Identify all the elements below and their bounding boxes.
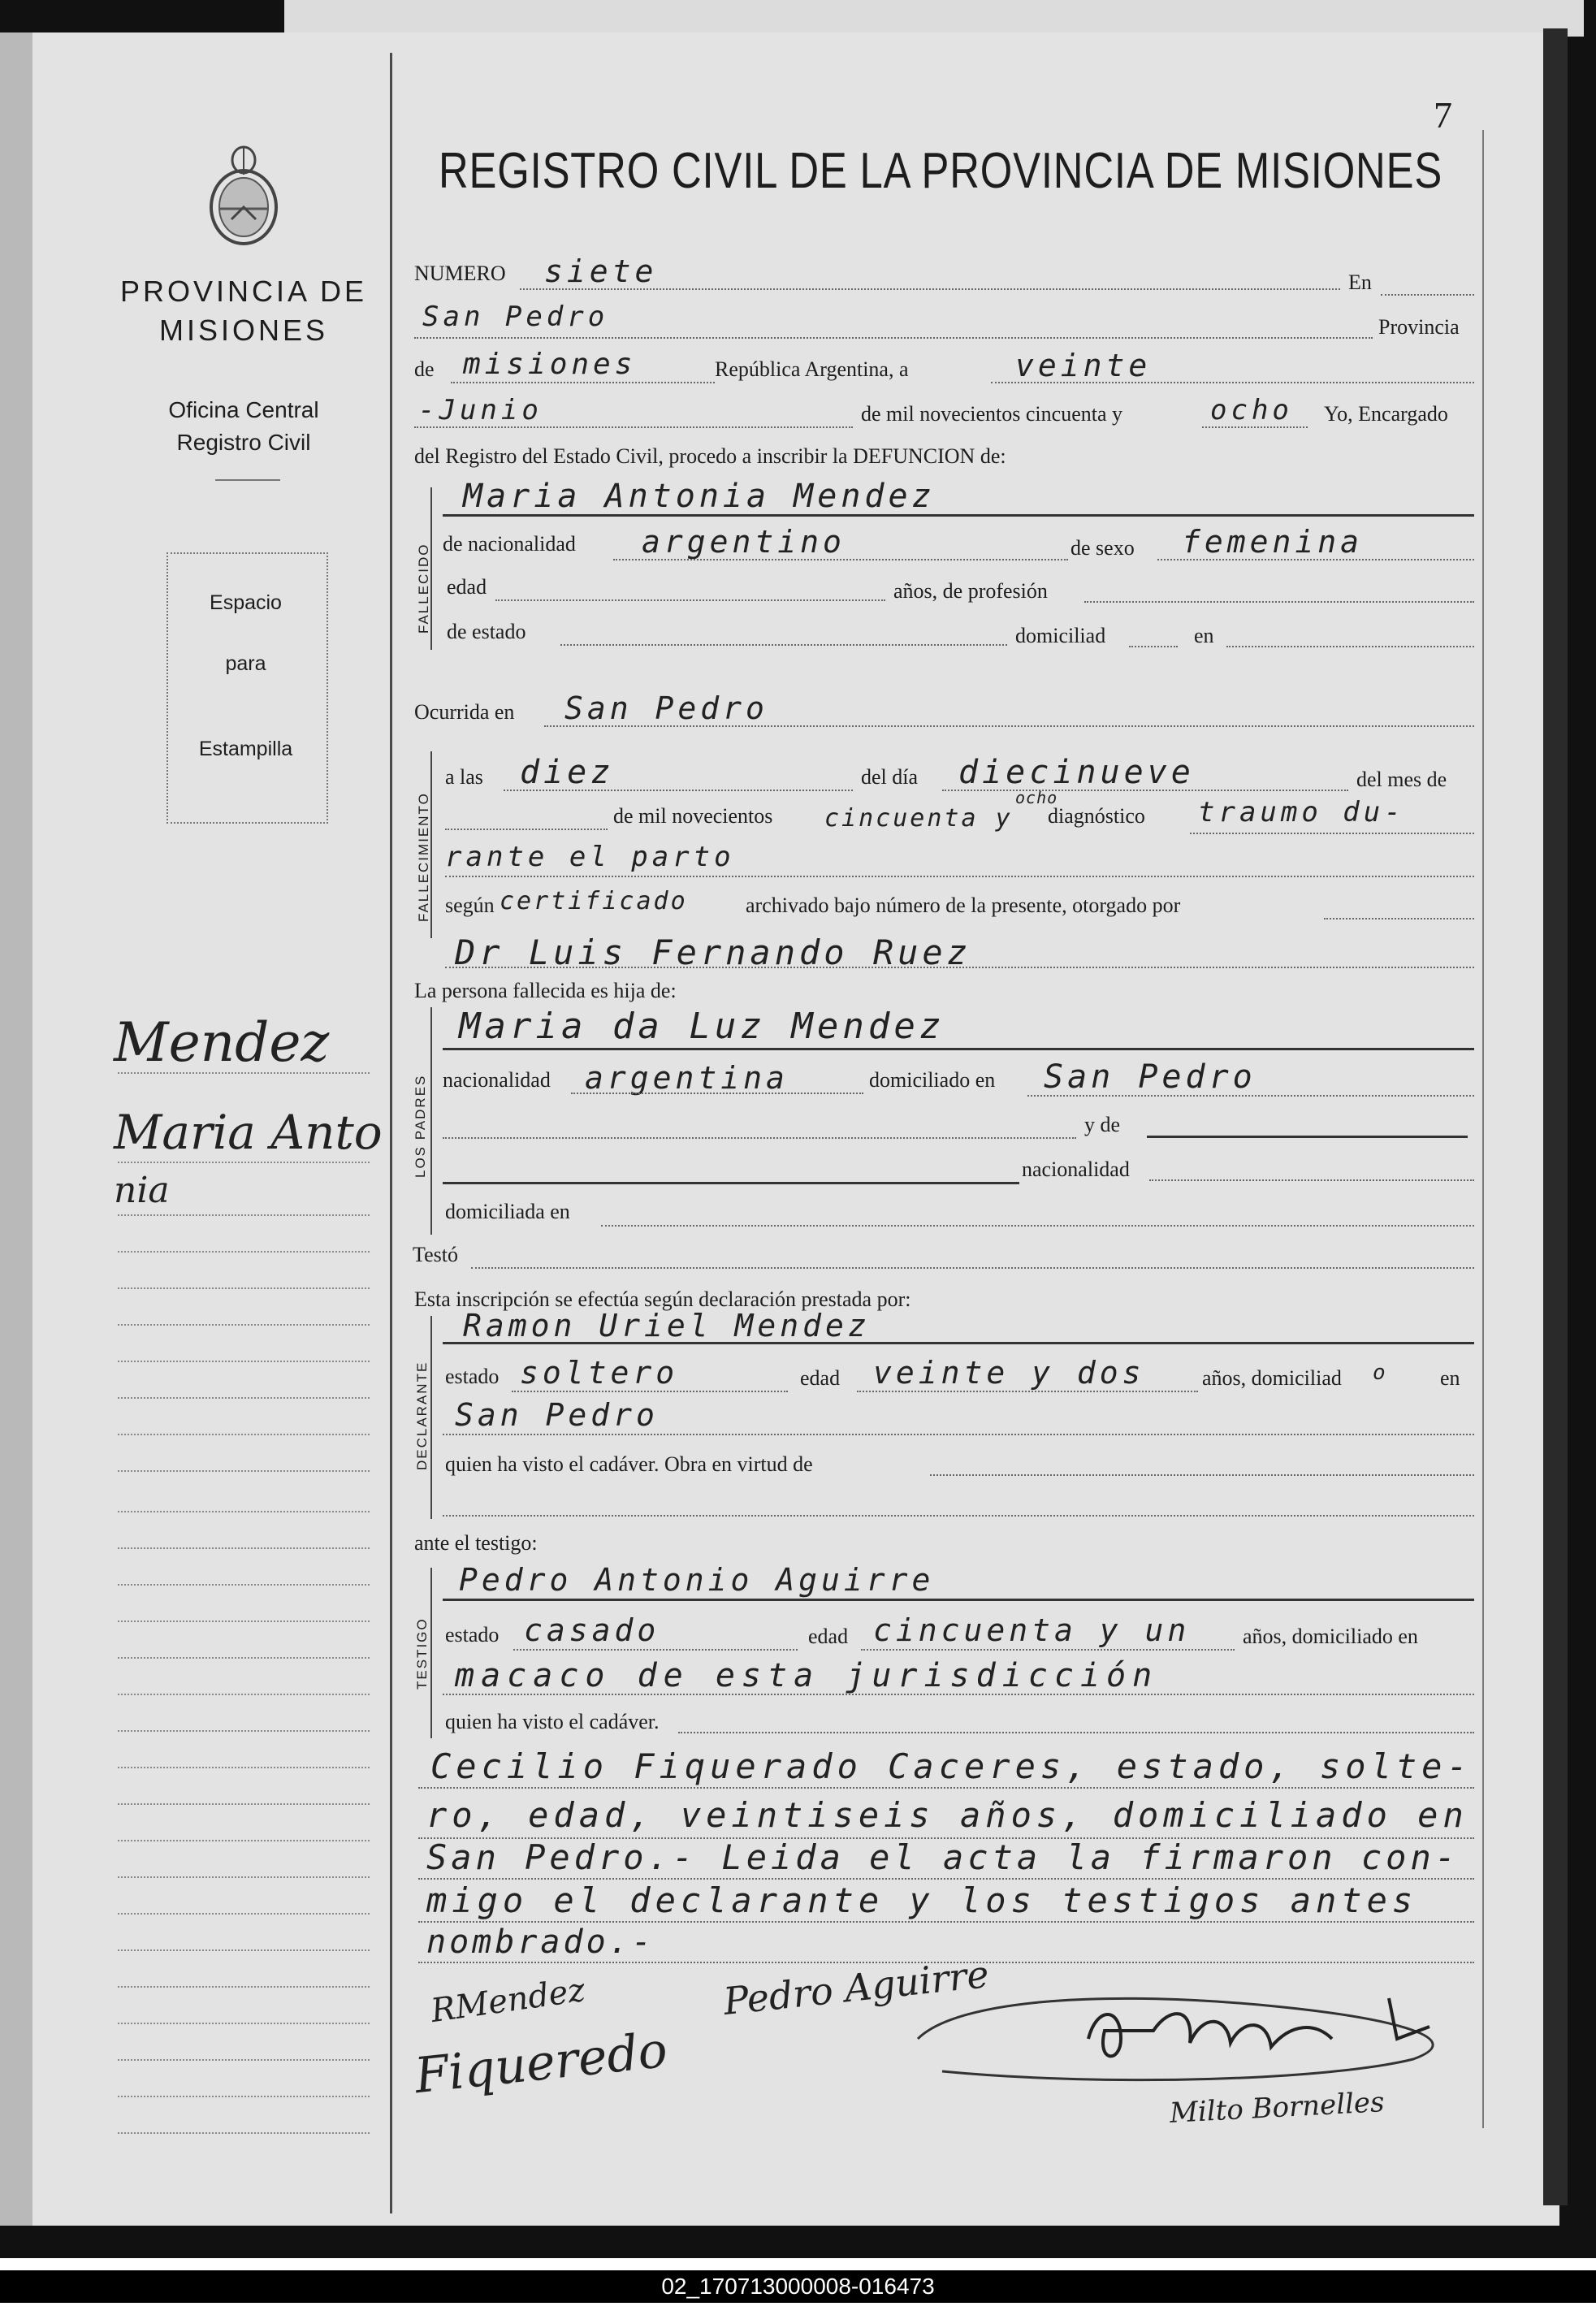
fallecido-en-label: en [1194, 624, 1214, 647]
ruled-line [118, 1913, 370, 1915]
domiciliada-label: domiciliada en [445, 1200, 570, 1223]
anio-value: cincuenta y [824, 804, 1013, 833]
province-heading [102, 272, 386, 350]
ruled-line [118, 1620, 370, 1622]
note-line-5: nombrado.- [426, 1923, 655, 1961]
alas-label: a las [445, 765, 483, 789]
edad-line [495, 599, 885, 601]
name-line [443, 514, 1474, 517]
ruled-line [118, 2096, 370, 2097]
nacionalidad-label: de nacionalidad [443, 532, 576, 556]
ruled-line [118, 1511, 370, 1512]
fallecido-en-line [1226, 646, 1474, 647]
segun-label: según [445, 894, 495, 917]
ocurrida-value: San Pedro [564, 690, 768, 726]
anio-value-superscript: ocho [1015, 788, 1058, 807]
padres-intro: La persona fallecida es hija de: [414, 979, 677, 1002]
stamp-label-3: Estampilla [198, 738, 293, 760]
numero-value: siete [544, 253, 658, 289]
signature-2: Pedro Aguirre [721, 1952, 992, 2023]
margin-given-name: Maria Anto [114, 1105, 383, 1160]
ruled-line [118, 1162, 370, 1163]
book-gutter [0, 32, 32, 2226]
coat-of-arms-icon [203, 142, 284, 248]
office-line-2: Registro Civil [176, 430, 311, 455]
padres-nacionalidad-value: argentina [585, 1060, 789, 1096]
divider [215, 479, 280, 481]
domiciliada-line [601, 1225, 1474, 1227]
yde-label: y de [1084, 1113, 1121, 1136]
declarante-estado-line [512, 1391, 788, 1392]
padres-domiciliado-label: domiciliado en [869, 1068, 996, 1092]
testigo-name-line [443, 1599, 1474, 1601]
section-bracket [430, 1568, 432, 1738]
fallecido-section-label: FALLECIDO [416, 543, 431, 634]
padres-domiciliado-line [1027, 1095, 1474, 1097]
padres-domiciliado-value: San Pedro [1044, 1058, 1256, 1096]
section-bracket [430, 1316, 432, 1519]
archivado-line [1324, 918, 1474, 920]
padres-nacionalidad2-line [1149, 1179, 1474, 1181]
office-heading [122, 394, 365, 459]
anio-label: de mil novecientos cincuenta y [861, 402, 1123, 426]
ruled-line [118, 2059, 370, 2061]
mes-line [445, 829, 608, 830]
ruled-line [118, 1214, 370, 1216]
anio-label: de mil novecientos [613, 804, 773, 828]
testigo-edad-line [861, 1649, 1235, 1651]
testigo-visto-label: quien ha visto el cadáver. [445, 1710, 660, 1733]
ruled-line [118, 1767, 370, 1768]
numero-line [520, 288, 1340, 290]
madre-value: Maria da Luz Mendez [459, 1006, 945, 1047]
provincia-line [451, 382, 715, 383]
ruled-line [118, 1949, 370, 1951]
ocurrida-line [544, 725, 1474, 727]
padre-line [443, 1182, 1019, 1184]
testigo-visto-line [678, 1732, 1474, 1733]
dia-line [942, 790, 1348, 791]
ruled-line [118, 1986, 370, 1988]
place-line [414, 337, 1373, 339]
right-margin-rule [1482, 130, 1484, 2128]
dia-value: veinte [1015, 348, 1152, 383]
declarante-en-label: en [1440, 1366, 1460, 1390]
edad-label: edad [447, 575, 487, 599]
section-bracket [430, 1007, 432, 1235]
note-line-4: migo el declarante y los testigos antes [426, 1880, 1418, 1920]
place-value: San Pedro [422, 301, 609, 333]
sexo-value: femenina [1182, 524, 1364, 560]
intro-text: del Registro del Estado Civil, procedo a inscribir la DEFUNCION de: [414, 444, 1006, 468]
declarante-section-label: DECLARANTE [414, 1361, 430, 1470]
fallecimiento-section-label: FALLECIMIENTO [416, 792, 431, 922]
ruled-line [118, 1584, 370, 1586]
testigo-estado-label: estado [445, 1623, 500, 1646]
stamp-label-2: para [225, 652, 266, 675]
provincia-value: misiones [463, 348, 637, 381]
diagnostico-label: diagnóstico [1048, 804, 1145, 828]
de-label: de [414, 357, 435, 381]
deceased-name: Maria Antonia Mendez [463, 478, 936, 515]
ruled-line [118, 1547, 370, 1549]
ruled-line [118, 1840, 370, 1841]
ruled-line [118, 1397, 370, 1399]
declarante-anios-value: o [1373, 1361, 1390, 1385]
note-rule [418, 1787, 1474, 1789]
note-rule [418, 1921, 1474, 1923]
dia-value: diecinueve [958, 754, 1195, 791]
declarante-domicilio-value: San Pedro [455, 1397, 659, 1433]
declarante-name-line [443, 1342, 1474, 1344]
anio-value: ocho [1210, 394, 1293, 426]
hora-value: diez [520, 754, 615, 791]
scan-background-top [284, 0, 1584, 37]
sexo-line [1157, 559, 1474, 560]
signature-3: Fiqueredo [412, 2021, 670, 2105]
profesion-label: años, de profesión [893, 579, 1048, 603]
signature-1: RMendez [428, 1971, 588, 2031]
estado-line [560, 644, 1007, 646]
testigo-edad-label: edad [808, 1625, 849, 1648]
ruled-line [118, 2132, 370, 2134]
ruled-line [118, 1470, 370, 1472]
book-edge [1543, 28, 1568, 2205]
segun-value: certificado [500, 887, 688, 915]
declarante-anios-label: años, domiciliad [1202, 1366, 1342, 1390]
sexo-label: de sexo [1070, 536, 1135, 560]
testigo-domicilio-value: macaco de esta jurisdicción [455, 1657, 1159, 1694]
yde-blank-line [443, 1137, 1076, 1139]
ocurrida-label: Ocurrida en [414, 700, 515, 724]
republica-label: República Argentina, a [715, 357, 909, 381]
stamp-label-1: Espacio [210, 591, 282, 614]
ruled-line [118, 1251, 370, 1253]
madre-line [443, 1048, 1474, 1050]
padres-nacionalidad-label: nacionalidad [443, 1068, 551, 1092]
declaracion-intro: Esta inscripción se efectúa según declaración prestada por: [414, 1287, 911, 1311]
diagnostico-cont: rante el parto [445, 841, 735, 873]
footer-id: 02_170713000008-016473 [0, 2270, 1596, 2303]
provincia-label: Provincia [1378, 315, 1460, 339]
margin-surname: Mendez [114, 1011, 330, 1074]
en-line [1381, 294, 1474, 296]
declarante-edad-line [857, 1391, 1198, 1392]
testigo-name: Pedro Antonio Aguirre [459, 1562, 935, 1598]
mes-label: del mes de [1356, 768, 1447, 791]
testigo-intro: ante el testigo: [414, 1531, 538, 1555]
ruled-line [118, 1803, 370, 1805]
registrar-signature-icon [910, 1982, 1478, 2112]
ruled-line [118, 1876, 370, 1878]
testigo-estado-value: casado [524, 1612, 660, 1648]
ruled-line [118, 1730, 370, 1732]
del-dia-label: del día [861, 765, 919, 789]
hora-line [504, 790, 853, 791]
numero-label: NUMERO [414, 262, 506, 285]
ruled-line [118, 1072, 370, 1074]
testigo-section-label: TESTIGO [414, 1617, 430, 1690]
document-title: REGISTRO CIVIL DE LA PROVINCIA DE MISIONES [439, 143, 1443, 199]
declarante-estado-value: soltero [520, 1355, 679, 1391]
domiciliado-label: domiciliad [1015, 624, 1106, 647]
ruled-line [118, 1694, 370, 1695]
ruled-line [118, 1434, 370, 1435]
testo-line [471, 1267, 1474, 1269]
domiciliado-line [1129, 646, 1178, 647]
province-line-2: MISIONES [158, 314, 329, 347]
yo-label: Yo, Encargado [1324, 402, 1448, 426]
padres-nacionalidad2-label: nacionalidad [1022, 1158, 1130, 1181]
ruled-line [118, 1657, 370, 1659]
testigo-edad-value: cincuenta y un [873, 1612, 1191, 1648]
ruled-line [118, 1287, 370, 1289]
en-label: En [1348, 270, 1372, 294]
testigo-domicilio-line [443, 1694, 1474, 1695]
dia-line [991, 382, 1474, 383]
medico-line [445, 967, 1474, 968]
office-line-1: Oficina Central [168, 397, 319, 422]
page-number: 7 [1434, 94, 1452, 136]
testo-label: Testó [413, 1243, 458, 1266]
declarante-visto-line [930, 1474, 1474, 1476]
medico-value: Dr Luis Fernando Ruez [455, 932, 972, 972]
margin-divider [390, 53, 392, 2213]
ruled-line [118, 2023, 370, 2024]
note-line-1: Cecilio Fiquerado Caceres, estado, solte- [430, 1746, 1473, 1786]
mes-line [414, 426, 853, 428]
declarante-edad-value: veinte y dos [873, 1355, 1145, 1391]
province-line-1: PROVINCIA DE [119, 275, 368, 308]
diagnostico-value: traumo du- [1198, 796, 1405, 829]
anio-line [1202, 426, 1308, 428]
archivado-label: archivado bajo número de la presente, otorgado por [746, 894, 1181, 917]
signature-4-name: Milto Bornelles [1169, 2086, 1386, 2130]
padres-nacionalidad-line [571, 1093, 863, 1094]
declarante-blank-line [443, 1515, 1474, 1517]
diagnostico-cont-line [445, 876, 1474, 877]
nacionalidad-line [613, 559, 1068, 560]
nacionalidad-value: argentino [642, 524, 846, 560]
note-line-2: ro, edad, veintiseis años, domiciliado en [426, 1795, 1468, 1835]
yde-line [1147, 1136, 1468, 1138]
testigo-anios-label: años, domiciliado en [1243, 1625, 1418, 1648]
mes-value: -Junio [418, 394, 543, 426]
testigo-estado-line [513, 1649, 798, 1651]
declarante-visto-label: quien ha visto el cadáver. Obra en virtud de [445, 1452, 813, 1476]
declarante-domicilio-line [443, 1434, 1474, 1435]
ruled-line [118, 1361, 370, 1362]
profesion-line [1084, 601, 1474, 603]
padres-section-label: LOS PADRES [413, 1074, 428, 1178]
note-rule [418, 1878, 1474, 1880]
note-line-3: San Pedro.- Leida el acta la firmaron con- [426, 1837, 1460, 1877]
margin-given-name-cont: nia [114, 1170, 170, 1211]
declarante-edad-label: edad [800, 1366, 841, 1390]
declarante-name: Ramon Uriel Mendez [463, 1308, 871, 1344]
estado-label: de estado [447, 620, 526, 643]
diagnostico-line [1190, 833, 1474, 834]
declarante-estado-label: estado [445, 1365, 500, 1388]
ruled-line [118, 1324, 370, 1326]
